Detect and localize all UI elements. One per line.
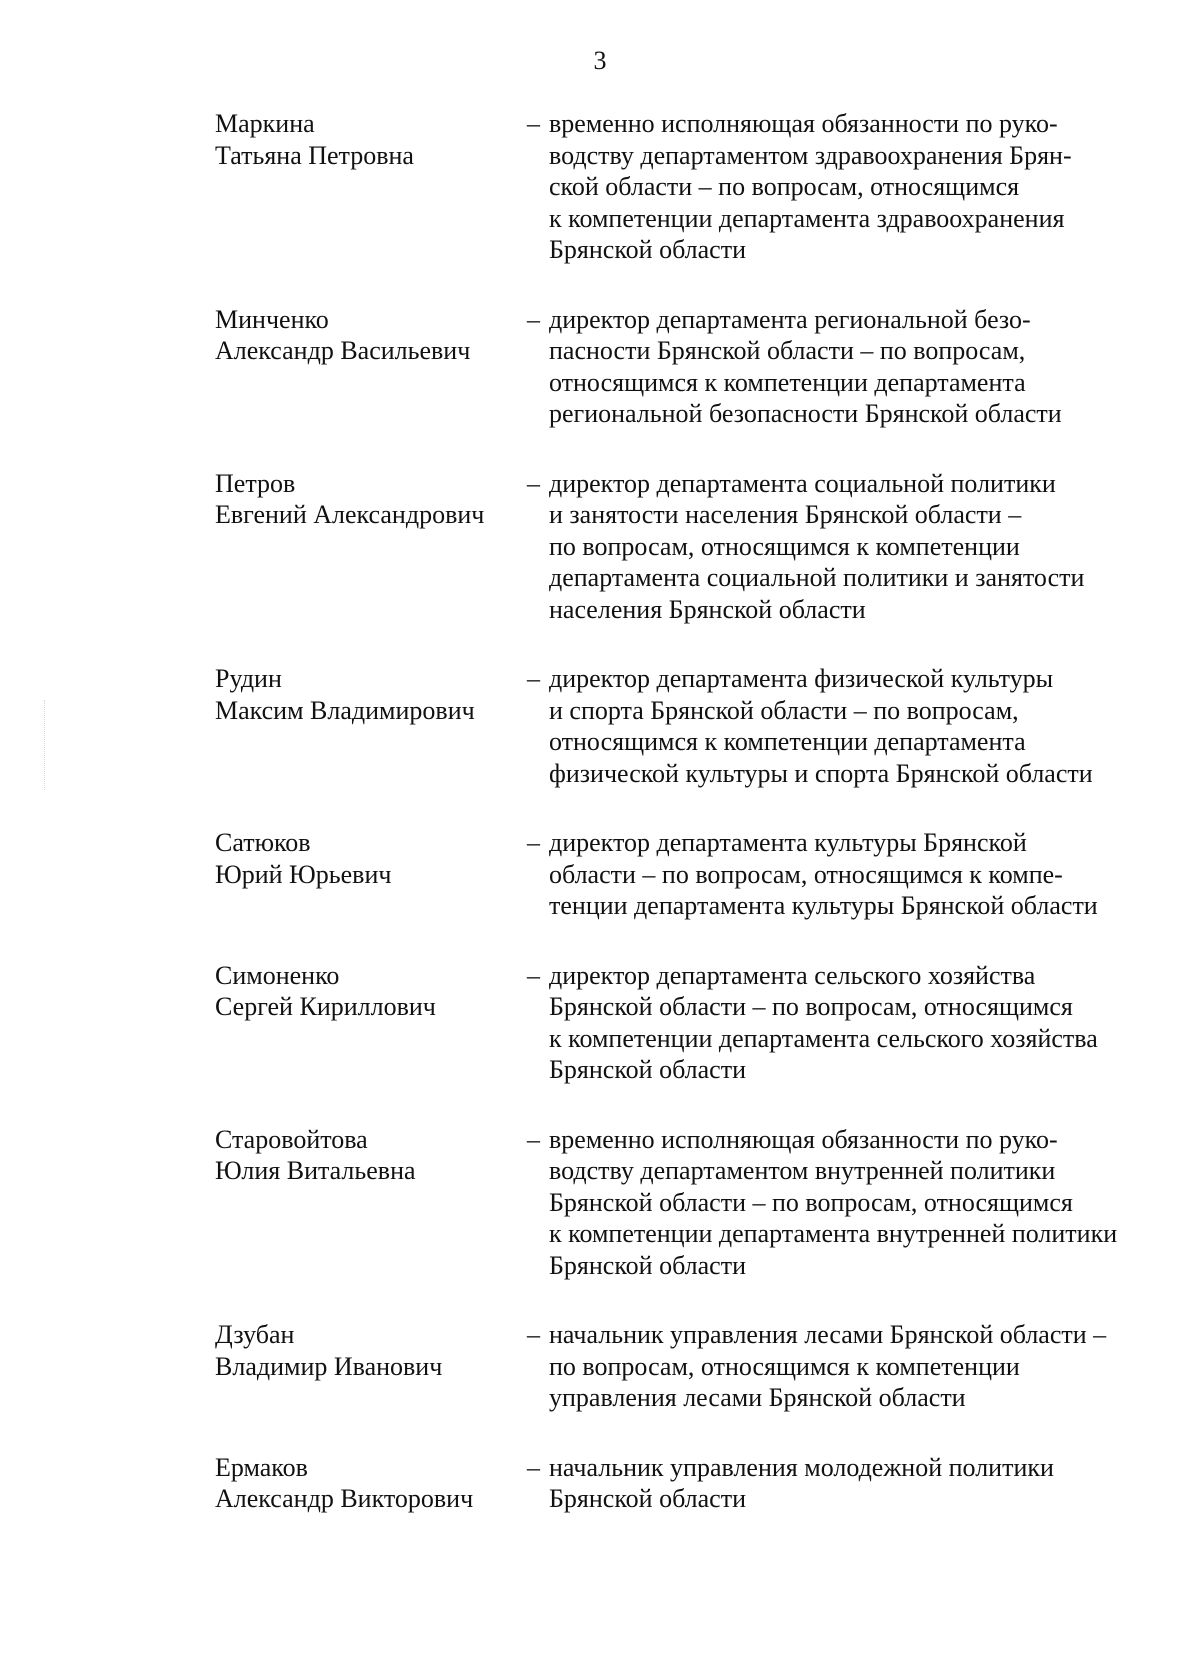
- role-text-line: по вопросам, относящимся к компетенции: [549, 531, 1020, 561]
- role-text-line: пасности Брянской области – по вопросам,: [549, 336, 1026, 365]
- role-text-line: Брянской области – по вопросам, относящимся: [549, 1187, 1073, 1217]
- official-entry: [215, 468, 1145, 626]
- role-text-line: и спорта Брянской области – по вопросам,: [549, 695, 1019, 725]
- role-text-line: региональной безопасности Брянской области: [549, 399, 1062, 428]
- official-role: [549, 1452, 1129, 1515]
- entry-dash: –: [527, 960, 540, 990]
- official-entry: [215, 1124, 1145, 1282]
- role-text-line: ской области – по вопросам, относящимся: [549, 172, 1020, 201]
- official-surname: Дзубан: [215, 1320, 295, 1349]
- entry-dash: –: [527, 664, 540, 693]
- official-surname: Старовойтова: [215, 1124, 368, 1154]
- role-text-line: населения Брянской области: [549, 594, 866, 624]
- official-role: [549, 663, 1129, 789]
- role-text-line: директор департамента региональной безо-: [549, 304, 1031, 334]
- official-surname: Ермаков: [215, 1452, 308, 1482]
- role-text-line: области – по вопросам, относящимся к компе-: [549, 859, 1063, 889]
- official-entry: [215, 1452, 1145, 1515]
- role-text-line: и занятости населения Брянской области –: [549, 500, 1022, 529]
- official-name: [215, 108, 527, 171]
- role-text-line: директор департамента сельского хозяйства: [549, 960, 1036, 990]
- role-text-line: Брянской области – по вопросам, относящимся: [549, 992, 1073, 1021]
- official-role: [549, 304, 1129, 430]
- role-text-line: директор департамента культуры Брянской: [549, 828, 1027, 857]
- entry-dash: –: [527, 1320, 540, 1349]
- role-text-line: начальник управления молодежной политики: [549, 1452, 1054, 1482]
- role-text-line: к компетенции департамента сельского хозяйства: [549, 1023, 1098, 1053]
- official-surname: Симоненко: [215, 960, 340, 990]
- role-text-line: Брянской области: [549, 1055, 746, 1084]
- official-given-names: Юрий Юрьевич: [215, 859, 392, 889]
- entry-dash: –: [527, 1452, 540, 1482]
- official-name: [215, 468, 527, 531]
- official-surname: Сатюков: [215, 828, 311, 857]
- official-name: [215, 1319, 527, 1382]
- entry-dash: –: [527, 109, 540, 138]
- official-entry: [215, 108, 1145, 266]
- official-given-names: Юлия Витальевна: [215, 1156, 416, 1185]
- official-entry: [215, 827, 1145, 922]
- official-given-names: Александр Викторович: [215, 1484, 474, 1513]
- official-role: [549, 827, 1129, 922]
- official-role: [549, 468, 1129, 626]
- page-number: 3: [593, 46, 607, 75]
- role-text-line: управления лесами Брянской области: [549, 1383, 966, 1412]
- official-surname: Рудин: [215, 664, 282, 693]
- official-role: [549, 960, 1129, 1086]
- official-given-names: Владимир Иванович: [215, 1351, 443, 1381]
- role-text-line: по вопросам, относящимся к компетенции: [549, 1351, 1020, 1381]
- role-text-line: начальник управления лесами Брянской области –: [549, 1320, 1107, 1349]
- official-name: [215, 304, 527, 367]
- role-text-line: тенции департамента культуры Брянской области: [549, 891, 1098, 920]
- official-entry: [215, 960, 1145, 1086]
- role-text-line: водству департаментом внутренней политики: [549, 1156, 1056, 1185]
- role-text-line: относящимся к компетенции департамента: [549, 727, 1026, 756]
- official-name: [215, 1452, 527, 1515]
- official-surname: Маркина: [215, 109, 315, 138]
- official-role: [549, 1319, 1129, 1414]
- official-name: [215, 827, 527, 890]
- official-given-names: Татьяна Петровна: [215, 140, 414, 170]
- official-name: [215, 1124, 527, 1187]
- role-text-line: директор департамента социальной политики: [549, 468, 1056, 498]
- entry-dash: –: [527, 304, 540, 334]
- scan-margin-marks: [44, 700, 47, 790]
- role-text-line: Брянской области: [549, 1250, 746, 1280]
- entry-dash: –: [527, 828, 540, 857]
- role-text-line: временно исполняющая обязанности по руко-: [549, 109, 1058, 138]
- role-text-line: физической культуры и спорта Брянской области: [549, 758, 1093, 788]
- role-text-line: водству департаментом здравоохранения Брян-: [549, 140, 1072, 170]
- official-given-names: Сергей Кириллович: [215, 992, 436, 1021]
- official-surname: Петров: [215, 468, 296, 498]
- role-text-line: к компетенции департамента внутренней политики: [549, 1219, 1118, 1248]
- role-text-line: департамента социальной политики и занятости: [549, 563, 1085, 592]
- official-given-names: Максим Владимирович: [215, 695, 475, 725]
- role-text-line: к компетенции департамента здравоохранения: [549, 203, 1065, 233]
- official-given-names: Евгений Александрович: [215, 500, 485, 529]
- official-surname: Минченко: [215, 304, 329, 334]
- official-name: [215, 960, 527, 1023]
- official-given-names: Александр Васильевич: [215, 336, 471, 365]
- official-list: [215, 108, 1145, 1553]
- role-text-line: Брянской области: [549, 235, 746, 264]
- official-entry: [215, 1319, 1145, 1414]
- official-name: [215, 663, 527, 726]
- role-text-line: временно исполняющая обязанности по руко-: [549, 1124, 1058, 1154]
- official-entry: [215, 663, 1145, 789]
- official-entry: [215, 304, 1145, 430]
- entry-dash: –: [527, 1124, 540, 1154]
- role-text-line: Брянской области: [549, 1484, 746, 1513]
- official-role: [549, 108, 1129, 266]
- role-text-line: директор департамента физической культуры: [549, 664, 1054, 693]
- official-role: [549, 1124, 1129, 1282]
- entry-dash: –: [527, 468, 540, 498]
- role-text-line: относящимся к компетенции департамента: [549, 367, 1026, 397]
